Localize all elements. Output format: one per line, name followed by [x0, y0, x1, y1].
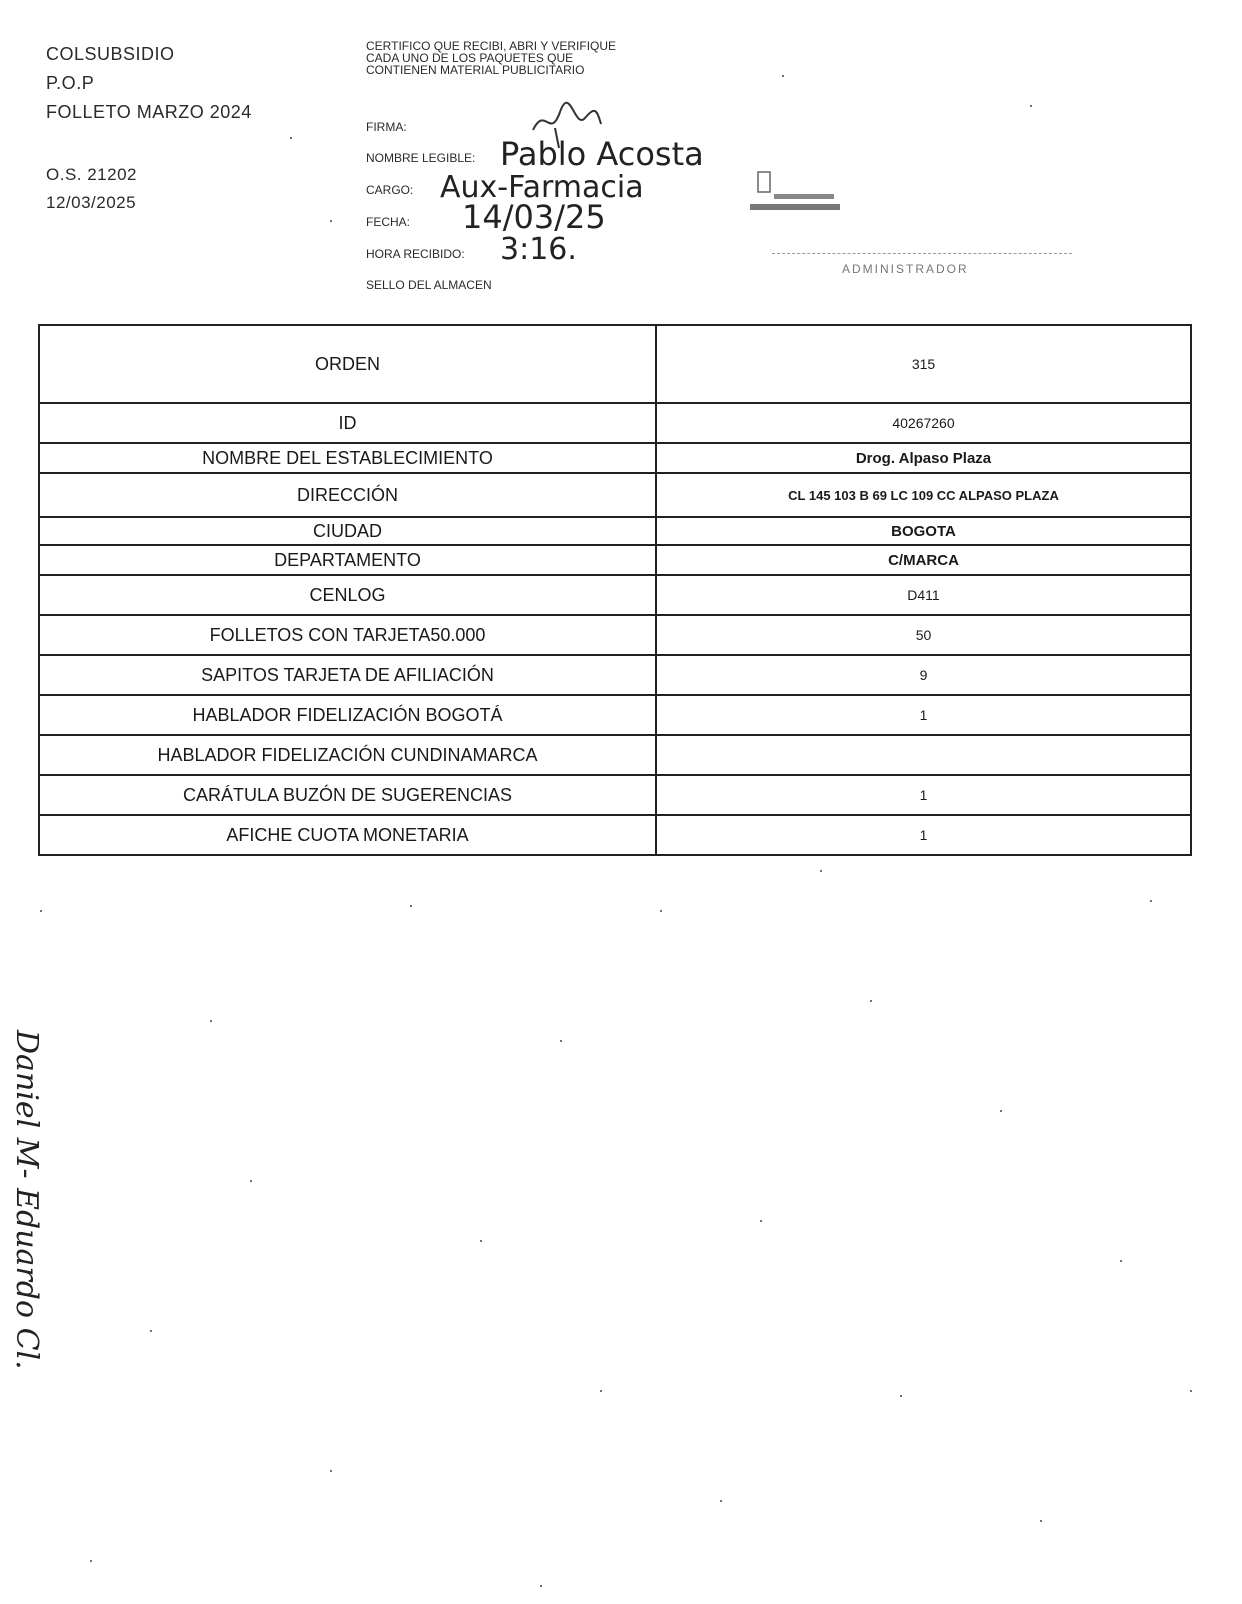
row-value: D411	[656, 575, 1191, 615]
row-value: BOGOTA	[656, 517, 1191, 545]
row-label: ORDEN	[39, 325, 656, 403]
service-order-number: O.S. 21202	[46, 165, 138, 184]
service-order-date: 12/03/2025	[46, 193, 137, 212]
row-label: CENLOG	[39, 575, 656, 615]
table-row	[39, 735, 1191, 775]
firma-label: FIRMA:	[366, 120, 407, 134]
row-value: C/MARCA	[656, 545, 1191, 575]
table-row	[39, 443, 1191, 473]
row-label: SAPITOS TARJETA DE AFILIACIÓN	[39, 655, 656, 695]
stamp-line	[772, 253, 1072, 254]
row-value	[656, 735, 1191, 775]
row-label: FOLLETOS CON TARJETA50.000	[39, 615, 656, 655]
nombre-value: Pablo Acosta	[500, 135, 704, 173]
table-row	[39, 403, 1191, 443]
row-label: DIRECCIÓN	[39, 473, 656, 517]
margin-handwritten-note: Daniel M- Eduardo Cl.	[9, 1030, 44, 1370]
row-value: 1	[656, 775, 1191, 815]
table-row	[39, 545, 1191, 575]
row-label: DEPARTAMENTO	[39, 545, 656, 575]
cargo-value: Aux-Farmacia	[440, 170, 644, 205]
cargo-label: CARGO:	[366, 183, 414, 197]
nombre-label: NOMBRE LEGIBLE:	[366, 151, 476, 165]
fecha-value: 14/03/25	[462, 198, 606, 236]
hora-label: HORA RECIBIDO:	[366, 247, 465, 261]
delivery-table	[38, 324, 1192, 856]
table-row	[39, 815, 1191, 855]
campaign-title: FOLLETO MARZO 2024	[46, 102, 252, 122]
table-row	[39, 655, 1191, 695]
table-row	[39, 615, 1191, 655]
pop-label: P.O.P	[46, 73, 95, 93]
row-label: HABLADOR FIDELIZACIÓN BOGOTÁ	[39, 695, 656, 735]
table-row	[39, 575, 1191, 615]
row-label: CIUDAD	[39, 517, 656, 545]
row-label: CARÁTULA BUZÓN DE SUGERENCIAS	[39, 775, 656, 815]
row-label: HABLADOR FIDELIZACIÓN CUNDINAMARCA	[39, 735, 656, 775]
row-value: 1	[656, 695, 1191, 735]
row-value: CL 145 103 B 69 LC 109 CC ALPASO PLAZA	[656, 473, 1191, 517]
company-name: COLSUBSIDIO	[46, 44, 175, 64]
table-row	[39, 775, 1191, 815]
row-value: Drog. Alpaso Plaza	[656, 443, 1191, 473]
fecha-label: FECHA:	[366, 215, 411, 229]
sello-label: SELLO DEL ALMACEN	[366, 278, 492, 292]
row-value: 40267260	[656, 403, 1191, 443]
stamp-logo	[748, 168, 848, 220]
table-row	[39, 325, 1191, 403]
row-label: ID	[39, 403, 656, 443]
row-value: 1	[656, 815, 1191, 855]
table-row	[39, 695, 1191, 735]
service-order-block	[46, 161, 252, 217]
row-value: 9	[656, 655, 1191, 695]
hora-value: 3:16.	[500, 232, 577, 267]
table-row	[39, 473, 1191, 517]
row-label: AFICHE CUOTA MONETARIA	[39, 815, 656, 855]
row-value: 50	[656, 615, 1191, 655]
row-label: NOMBRE DEL ESTABLECIMIENTO	[39, 443, 656, 473]
row-value: 315	[656, 325, 1191, 403]
header-left	[46, 40, 252, 217]
certification-text: CERTIFICO QUE RECIBI, ABRI Y VERIFIQUE CADA UNO DE LOS PAQUETES QUE CONTIENEN MATERIAL PUBLICITARIO	[366, 39, 617, 77]
stamp-text: ADMINISTRADOR	[842, 262, 969, 276]
table-row	[39, 517, 1191, 545]
